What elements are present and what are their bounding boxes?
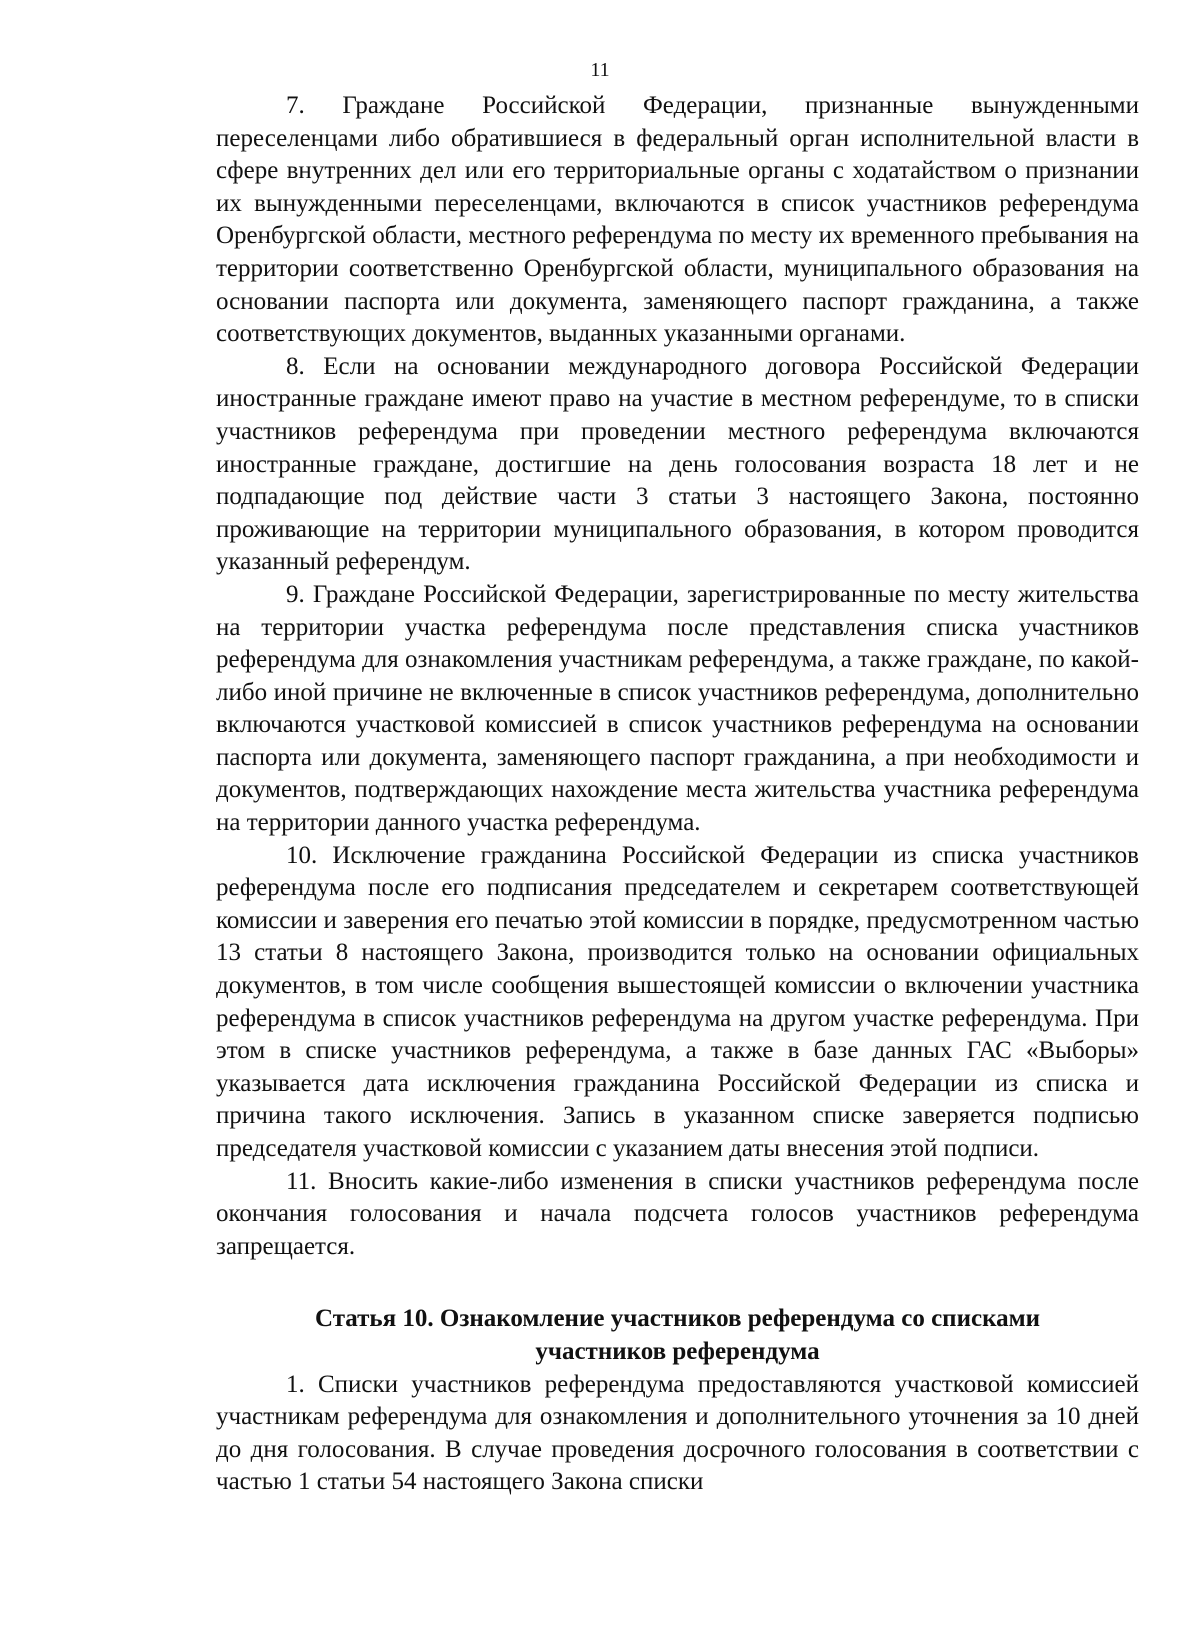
paragraph-7: 7. Граждане Российской Федерации, признанные вынужденными переселенцами либо обратившиеся в федеральный орган исполнительной власти в сфере внутренних дел или его территориальные органы с ходатайством о признании их вынужденными переселенцами, включаются в список участников референдума Оренбургской области, местного референдума по месту их временного пребывания на территории соответственно Оренбургской области, муниципального образования на основании паспорта или документа, заменяющего паспорт гражданина, а также соответствующих документов, выданных указанными органами. (216, 92, 1139, 348)
paragraph-8: 8. Если на основании международного договора Российской Федерации иностранные граждане имеют право на участие в местном референдуме, то в списки участников референдума при проведении местного референдума включаются иностранные граждане, достигшие на день голосования возраста 18 лет и не подпадающие под действие части 3 статьи 3 настоящего Закона, постоянно проживающие на территории муниципального образования, в котором проводится указанный референдум. (216, 352, 1139, 576)
document-body (216, 90, 1139, 1499)
article-heading (216, 1303, 1139, 1368)
paragraph-11: 11. Вносить какие-либо изменения в списки участников референдума после окончания голосования и начала подсчета голосов участников референдума запрещается. (216, 1167, 1139, 1260)
article-heading-line1: Статья 10. Ознакомление участников референдума со списками (314, 1305, 1041, 1333)
paragraph-10: 10. Исключение гражданина Российской Федерации из списка участников референдума после его подписания председателем и секретарем соответствующей комиссии и заверения его печатью этой комиссии в порядке, предусмотренном частью 13 статьи 8 настоящего Закона, производится только на основании официальных документов, в том числе сообщения вышестоящей комиссии о включении участника референдума в список участников референдума на другом участке референдума. При этом в списке участников референдума, а также в базе данных ГАС «Выборы» указывается дата исключения гражданина Российской Федерации из списка и причина такого исключения. Запись в указанном списке заверяется подписью председателя участковой комиссии с указанием даты внесения этой подписи. (216, 841, 1139, 1162)
paragraph-9: 9. Граждане Российской Федерации, зарегистрированные по месту жительства на территории участка референдума после представления списка участников референдума для ознакомления участникам референдума, а также граждане, по какой-либо иной причине не включенные в список участников референдума, дополнительно включаются участковой комиссией в список участников референдума на основании паспорта или документа, заменяющего паспорт гражданина, а при необходимости и документов, подтверждающих нахождение места жительства участника референдума на территории данного участка референдума. (216, 580, 1139, 837)
page-number: 11 (590, 59, 610, 81)
article-10-paragraph-1: 1. Списки участников референдума предоставляются участковой комиссией участникам референдума для ознакомления и дополнительного уточнения за 10 дней до дня голосования. В случае проведения досрочного голосования в соответствии с частью 1 статьи 54 настоящего Закона списки (216, 1370, 1139, 1496)
article-heading-line2: участников референдума (535, 1337, 820, 1365)
